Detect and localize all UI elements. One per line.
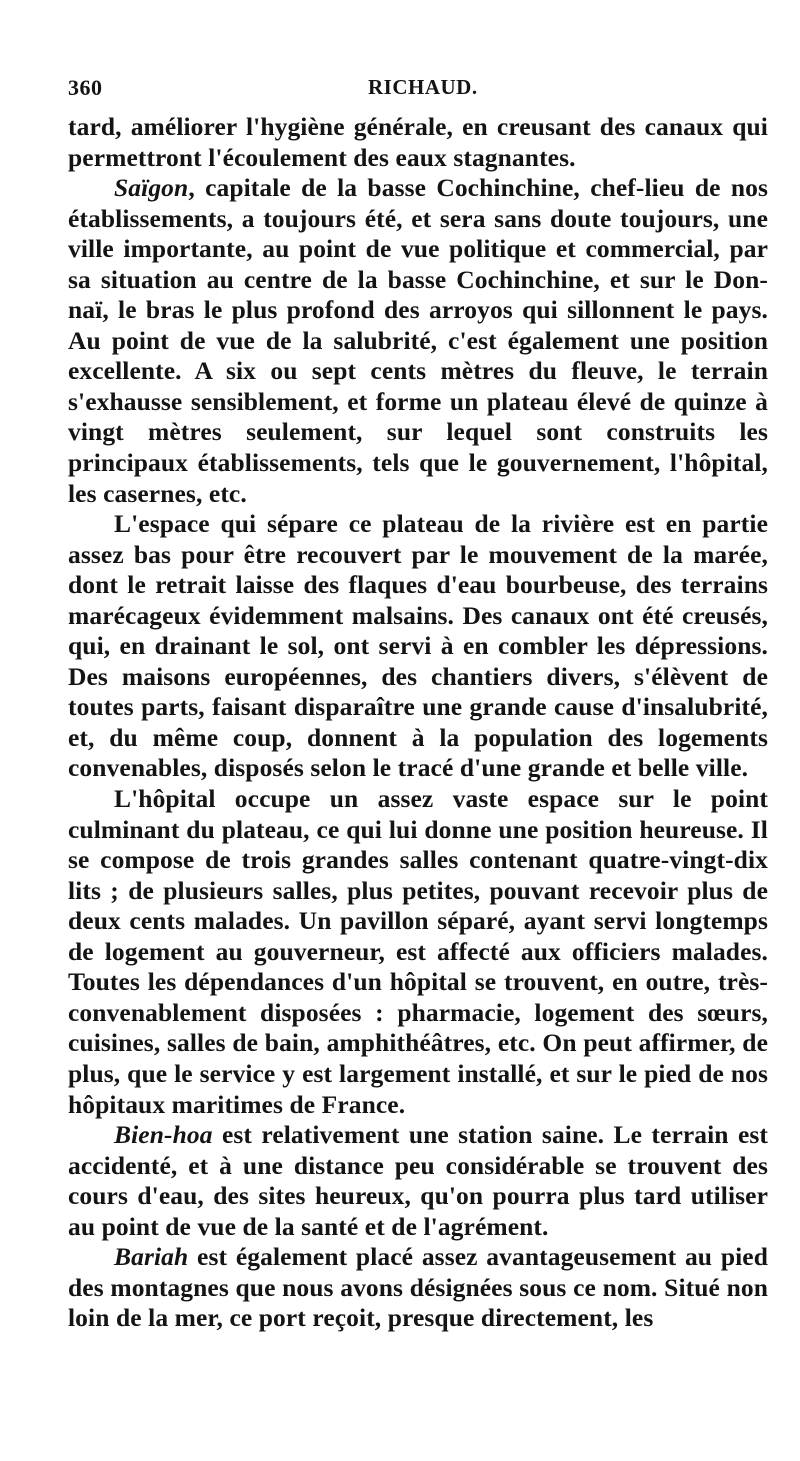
paragraph-bariah: [68, 1242, 768, 1334]
paragraph-bien-hoa: [68, 1120, 768, 1242]
running-title: RICHAUD.: [368, 75, 478, 99]
page-header: [68, 75, 768, 105]
paragraph-text: est relativement une station saine. Le terrain est accidenté, et à une distance peu considérable se trouvent des cours d'eau, des sites heureux, qu'on pourra plus tard utiliser au point de vue de la santé et de l'agrément.: [68, 1120, 768, 1241]
paragraph-text: tard, améliorer l'hygiène générale, en creusant des canaux qui permettront l'écoulement des eaux stagnantes.: [68, 112, 768, 172]
paragraph-saigon: [68, 173, 768, 509]
paragraph-text: L'hôpital occupe un assez vaste espace sur le point culminant du plateau, ce qui lui donne une position heureuse. Il se compose de trois grandes salles contenant quatre-vingt-dix lits ; de plusieurs salles, plus petites, pouvant recevoir plus de deux cents malades. Un pavillon séparé, ayant servi longtemps de logement au gouverneur, est affecté aux officiers malades. Toutes les dépendances d'un hôpital se trouvent, en outre, très-convenablement disposées : pharmacie, logement des sœurs, cuisines, salles de bain, amphithéâtres, etc. On peut affirmer, de plus, que le service y est largement installé, et sur le pied de nos hôpitaux maritimes de France.: [68, 784, 768, 1119]
place-name-bariah: Bariah: [114, 1242, 189, 1272]
paragraph-plateau: [68, 509, 768, 784]
paragraph-text: est également placé assez avantageusement au pied des montagnes que nous avons désignées sous ce nom. Situé non loin de la mer, ce port reçoit, presque directement, les: [68, 1242, 768, 1333]
place-name-bien-hoa: Bien-hoa: [114, 1120, 213, 1150]
paragraph-hopital: [68, 784, 768, 1120]
body-text: [68, 112, 768, 1334]
page-number: 360: [68, 75, 103, 100]
paragraph-continuation: [68, 112, 768, 173]
paragraph-text: L'espace qui sépare ce plateau de la rivière est en partie assez bas pour être recouvert par le mouvement de la marée, dont le retrait laisse des flaques d'eau bourbeuse, des terrains marécageux évidemment malsains. Des canaux ont été creusés, qui, en drainant le sol, ont servi à en combler les dépressions. Des maisons européennes, des chantiers divers, s'élèvent de toutes parts, faisant disparaître une grande cause d'insalubrité, et, du même coup, donnent à la population des logements convenables, disposés selon le tracé d'une grande et belle ville.: [68, 509, 768, 783]
paragraph-text: , capitale de la basse Cochinchine, chef-lieu de nos établissements, a toujours été, et sera sans doute toujours, une ville importante, au point de vue politique et commercial, par sa situation au centre de la basse Cochinchine, et sur le Don-naï, le bras le plus profond des arroyos qui sillonnent le pays. Au point de vue de la salubrité, c'est également une position excellente. A six ou sept cents mètres du fleuve, le terrain s'exhausse sensiblement, et forme un plateau élevé de quinze à vingt mètres seulement, sur lequel sont construits les principaux établissements, tels que le gouvernement, l'hôpital, les casernes, etc.: [68, 173, 768, 508]
place-name-saigon: Saïgon: [114, 173, 189, 203]
